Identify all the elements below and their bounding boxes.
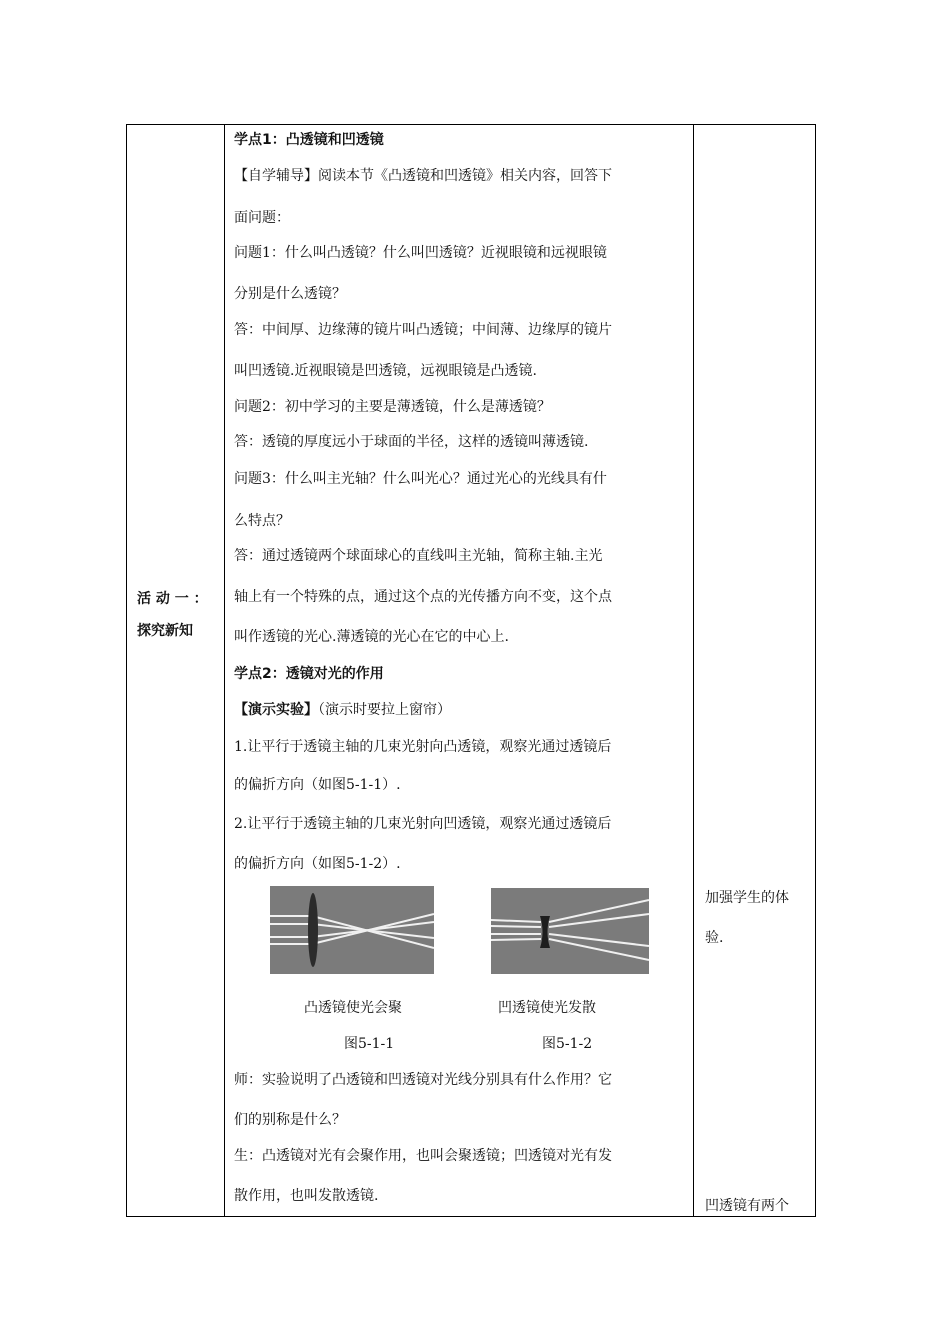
demo-note: （演示时要拉上窗帘）: [318, 702, 451, 718]
text-line: 散作用，也叫发散透镜.: [234, 1188, 379, 1204]
figure-label: 图5-1-2: [542, 1036, 593, 1052]
text-line: 么特点？: [234, 513, 290, 529]
text-line: 问题3：什么叫主光轴？什么叫光心？通过光心的光线具有什: [234, 471, 607, 487]
text-line: 面问题：: [234, 210, 290, 226]
text-line: 叫作透镜的光心.薄透镜的光心在它的中心上.: [234, 629, 509, 645]
convex-lens-figure: [270, 886, 434, 974]
text-line: 答：通过透镜两个球面球心的直线叫主光轴，简称主轴.主光: [234, 548, 603, 564]
activity-label-line: 活 动 一 ：: [137, 591, 208, 607]
text-line: 的偏折方向（如图5-1-1）.: [234, 777, 401, 793]
text-line: 师：实验说明了凸透镜和凹透镜对光线分别具有什么作用？它: [234, 1072, 612, 1088]
content-column: [224, 125, 693, 1216]
text-line: [234, 699, 451, 719]
text-line: 答：透镜的厚度远小于球面的半径，这样的透镜叫薄透镜.: [234, 434, 589, 450]
text-line: 叫凹透镜.近视眼镜是凹透镜，远视眼镜是凸透镜.: [234, 363, 537, 379]
text-line: 2.让平行于透镜主轴的几束光射向凹透镜，观察光通过透镜后: [234, 816, 612, 832]
notes-column: [693, 125, 815, 1216]
text-line: 生：凸透镜对光有会聚作用，也叫会聚透镜；凹透镜对光有发: [234, 1148, 612, 1164]
lesson-table: [126, 124, 816, 1217]
text-line: 们的别称是什么？: [234, 1112, 346, 1128]
convex-lens-photo: [270, 886, 434, 974]
activity-label: [137, 583, 208, 647]
text-line: 答：中间厚、边缘薄的镜片叫凸透镜；中间薄、边缘厚的镜片: [234, 322, 612, 338]
text-line: 【自学辅导】阅读本节《凸透镜和凹透镜》相关内容，回答下: [234, 168, 612, 184]
note-line: 加强学生的体: [705, 890, 789, 906]
text-line: 1.让平行于透镜主轴的几束光射向凸透镜，观察光通过透镜后: [234, 739, 612, 755]
activity-label-line: 探究新知: [137, 623, 193, 639]
note-line: 凹透镜有两个: [705, 1198, 789, 1214]
section-title: 学点1：凸透镜和凹透镜: [234, 132, 384, 148]
text-line: 问题2：初中学习的主要是薄透镜，什么是薄透镜？: [234, 399, 551, 415]
note-line: 验.: [705, 930, 724, 946]
concave-lens-figure: [491, 888, 649, 974]
figure-caption: 凹透镜使光发散: [498, 1000, 596, 1016]
section-title: 学点2：透镜对光的作用: [234, 666, 384, 682]
text-line: 问题1：什么叫凸透镜？什么叫凹透镜？近视眼镜和远视眼镜: [234, 245, 607, 261]
figure-caption: 凸透镜使光会聚: [304, 1000, 402, 1016]
text-line: 分别是什么透镜？: [234, 286, 346, 302]
figure-label: 图5-1-1: [344, 1036, 395, 1052]
activity-column: [127, 125, 224, 1216]
text-line: 的偏折方向（如图5-1-2）.: [234, 856, 401, 872]
concave-lens-photo: [491, 888, 649, 974]
text-line: 轴上有一个特殊的点，通过这个点的光传播方向不变，这个点: [234, 589, 612, 605]
demo-label: 【演示实验】: [234, 702, 318, 718]
